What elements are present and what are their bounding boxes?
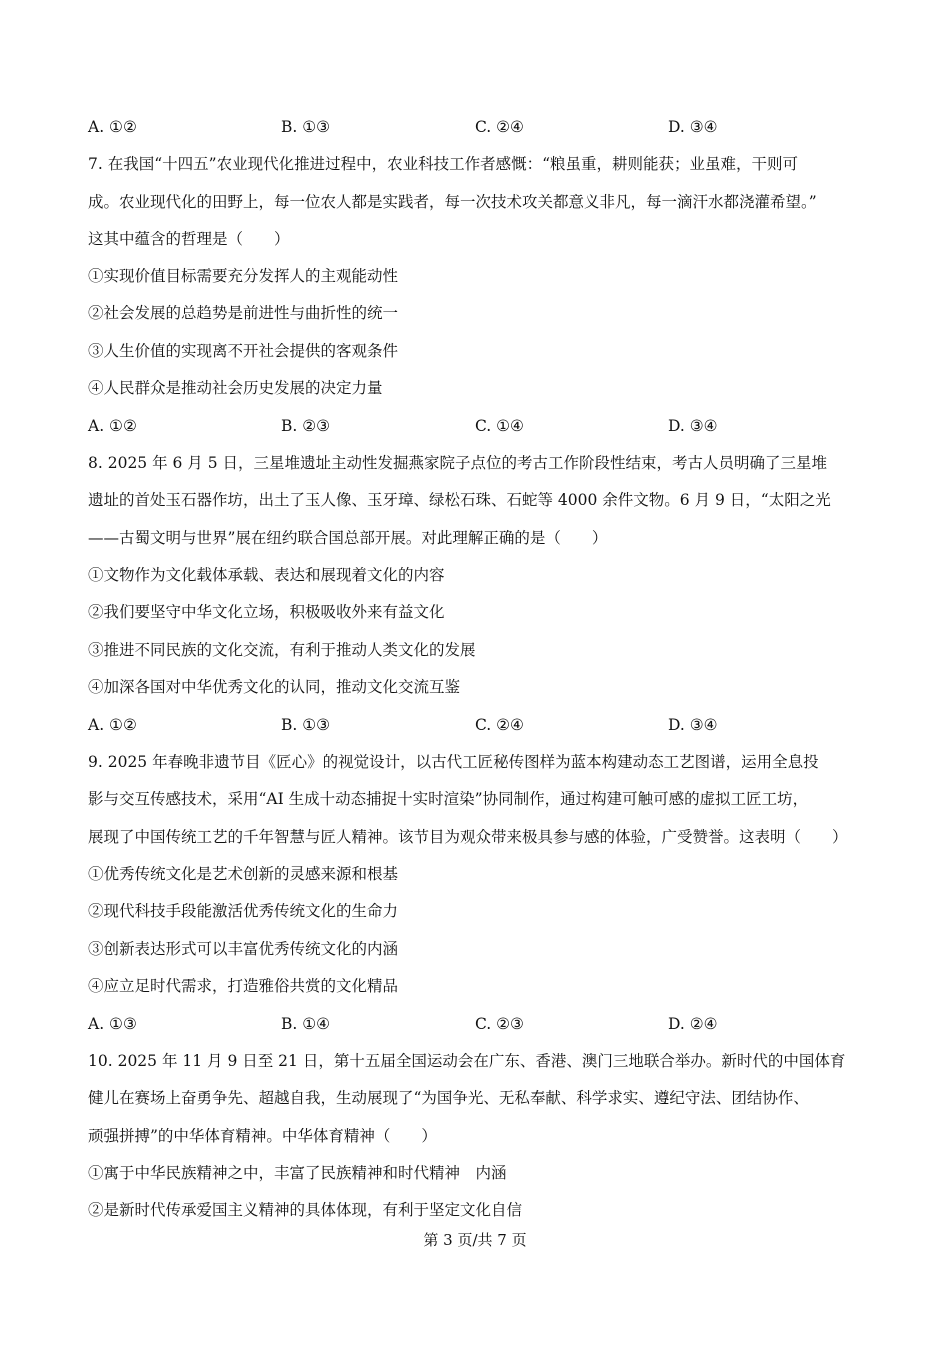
option-a: A. ①③: [88, 1015, 137, 1033]
q10-stem-line-2: 健儿在赛场上奋勇争先、超越自我，生动展现了“为国争光、无私奉献、科学求实、遵纪守法、团结协作、: [88, 1089, 809, 1107]
q10-stem-line-3: 顽强拼搏”的中华体育精神。中华体育精神（ ）: [88, 1127, 437, 1145]
page-footer: 第 3 页/共 7 页: [423, 1231, 527, 1249]
q7-statement-3: ③人生价值的实现离不开社会提供的客观条件: [88, 342, 399, 360]
q7-statement-1: ①实现价值目标需要充分发挥人的主观能动性: [88, 267, 399, 285]
q9-stem-line-2: 影与交互传感技术，采用“AI 生成十动态捕捉十实时渲染”协同制作，通过构建可触可感的虚拟工匠工坊，: [88, 790, 809, 808]
q8-stem-line-1: 8. 2025 年 6 月 5 日，三星堆遗址主动性发掘燕家院子点位的考古工作阶段性结束，考古人员明确了三星堆: [88, 454, 828, 472]
option-c: C. ②④: [475, 716, 524, 734]
option-c: C. ②④: [475, 118, 524, 136]
q9-statement-3: ③创新表达形式可以丰富优秀传统文化的内涵: [88, 940, 399, 958]
q10-statement-1: ①寓于中华民族精神之中，丰富了民族精神和时代精神 内涵: [88, 1164, 507, 1182]
option-b: B. ②③: [281, 417, 331, 435]
q7-statement-4: ④人民群众是推动社会历史发展的决定力量: [88, 379, 383, 397]
option-b: B. ①④: [281, 1015, 331, 1033]
q7-stem-line-1: 7. 在我国“十四五”农业现代化推进过程中，农业科技工作者感慨：“粮虽重，耕则能获；业虽难，干则可: [88, 155, 798, 173]
q8-statement-4: ④加深各国对中华优秀文化的认同，推动文化交流互鉴: [88, 678, 461, 696]
q9-stem-line-1: 9. 2025 年春晚非遗节目《匠心》的视觉设计，以古代工匠秘传图样为蓝本构建动态工艺图谱，运用全息投: [88, 753, 819, 771]
q8-statement-3: ③推进不同民族的文化交流，有利于推动人类文化的发展: [88, 641, 476, 659]
q8-options: [88, 715, 868, 735]
q9-statement-4: ④应立足时代需求，打造雅俗共赏的文化精品: [88, 977, 399, 995]
q8-statement-2: ②我们要坚守中华文化立场，积极吸收外来有益文化: [88, 603, 445, 621]
q10-stem-line-1: 10. 2025 年 11 月 9 日至 21 日，第十五届全国运动会在广东、香港、澳门三地联合举办。新时代的中国体育: [88, 1052, 846, 1070]
q7-stem-line-3: 这其中蕴含的哲理是（ ）: [88, 230, 290, 248]
q6-options: [88, 117, 868, 137]
option-a: A. ①②: [88, 417, 137, 435]
q9-statement-2: ②现代科技手段能激活优秀传统文化的生命力: [88, 902, 399, 920]
option-c: C. ①④: [475, 417, 524, 435]
q9-statement-1: ①优秀传统文化是艺术创新的灵感来源和根基: [88, 865, 399, 883]
option-a: A. ①②: [88, 716, 137, 734]
q7-statement-2: ②社会发展的总趋势是前进性与曲折性的统一: [88, 304, 399, 322]
q7-stem-line-2: 成。农业现代化的田野上，每一位农人都是实践者，每一次技术攻关都意义非凡，每一滴汗水都浇灌希望。”: [88, 193, 817, 211]
q9-options: [88, 1014, 868, 1034]
q7-options: [88, 416, 868, 436]
option-a: A. ①②: [88, 118, 137, 136]
option-d: D. ②④: [668, 1015, 718, 1033]
option-d: D. ③④: [668, 417, 718, 435]
option-c: C. ②③: [475, 1015, 524, 1033]
q8-stem-line-3: ——古蜀文明与世界”展在纽约联合国总部开展。对此理解正确的是（ ）: [88, 529, 608, 547]
option-b: B. ①③: [281, 716, 331, 734]
q10-statement-2: ②是新时代传承爱国主义精神的具体体现，有利于坚定文化自信: [88, 1201, 523, 1219]
option-d: D. ③④: [668, 118, 718, 136]
q8-statement-1: ①文物作为文化载体承载、表达和展现着文化的内容: [88, 566, 445, 584]
q8-stem-line-2: 遗址的首处玉石器作坊，出土了玉人像、玉牙璋、绿松石珠、石蛇等 4000 余件文物。6 月 9 日，“太阳之光: [88, 491, 831, 509]
q9-stem-line-3: 展现了中国传统工艺的千年智慧与匠人精神。该节目为观众带来极具参与感的体验，广受赞誉。这表明（ ）: [88, 828, 848, 846]
option-d: D. ③④: [668, 716, 718, 734]
option-b: B. ①③: [281, 118, 331, 136]
